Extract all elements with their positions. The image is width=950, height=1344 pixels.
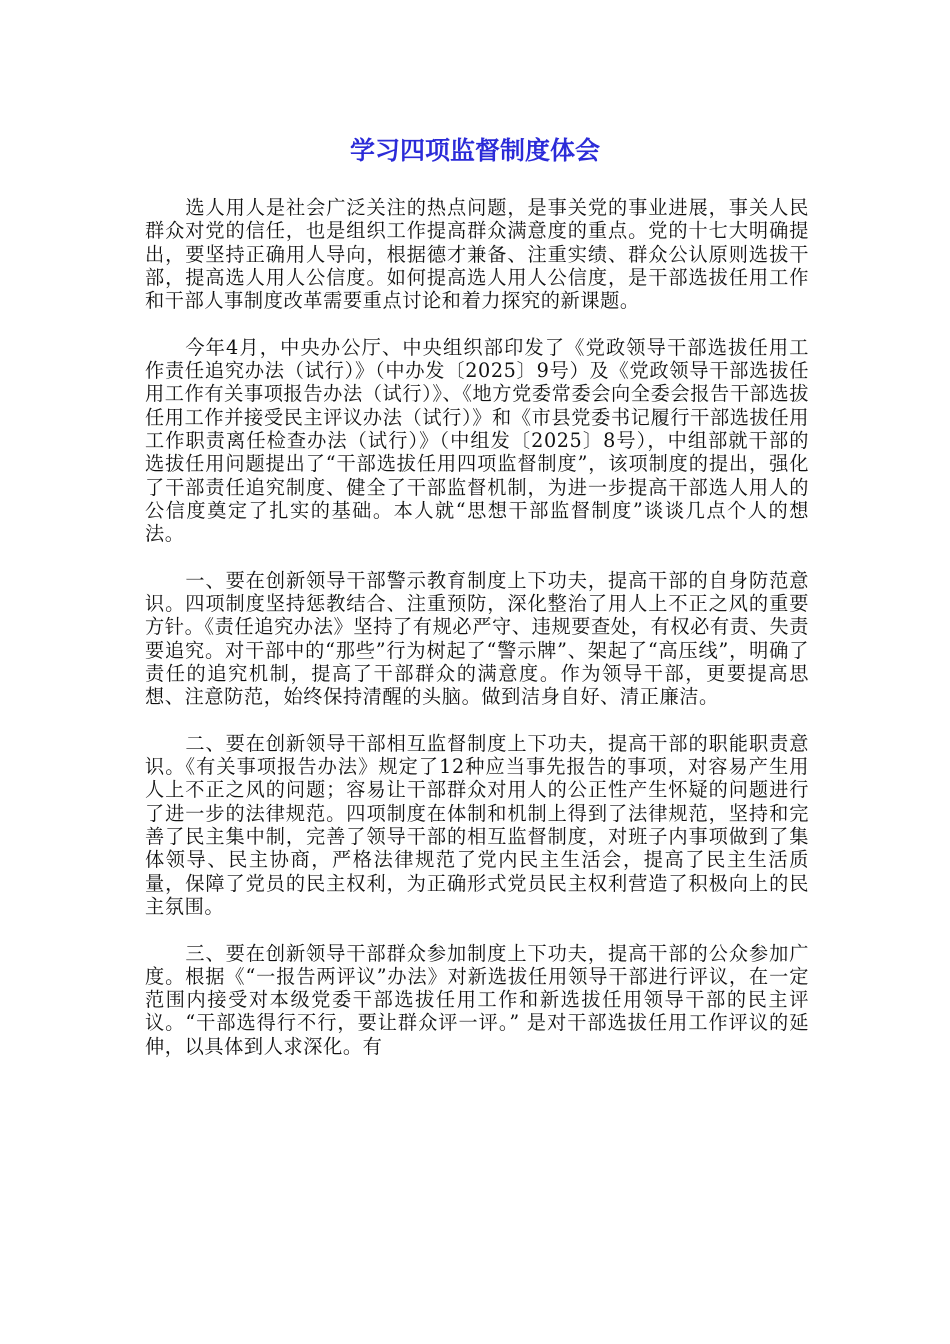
paragraph-3: 一、要在创新领导干部警示教育制度上下功夫，提高干部的自身防范意识。四项制度坚持惩教结合、注重预防，深化整治了用人上不正之风的重要方针。《责任追究办法》坚持了有规必严守、违规要查处，有权必有责、失责要追究。对干部中的“那些”行为树起了“警示牌”、架起了“高压线”，明确了责任的追究机制，提高了干部群众的满意度。作为领导干部，更要提高思想、注意防范，始终保持清醒的头脑。做到洁身自好、清正廉洁。 [145, 568, 809, 709]
paragraph-1: 选人用人是社会广泛关注的热点问题，是事关党的事业进展，事关人民群众对党的信任，也是组织工作提高群众满意度的重点。党的十七大明确提出，要坚持正确用人导向，根据德才兼备、注重实绩、群众公认原则选拔干部，提高选人用人公信度。如何提高选人用人公信度，是干部选拔任用工作和干部人事制度改革需要重点讨论和着力探究的新课题。 [145, 196, 809, 313]
paragraph-5: 三、要在创新领导干部群众参加制度上下功夫，提高干部的公众参加广度。根据《“一报告两评议”办法》对新选拔任用领导干部进行评议，在一定范围内接受对本级党委干部选拔任用工作和新选拔任用领导干部的民主评议。“干部选得行不行，要让群众评一评。” 是对干部选拔任用工作评议的延伸，以具体到人求深化。有 [145, 941, 809, 1058]
document-title: 学习四项监督制度体会 [349, 136, 600, 165]
document-body [145, 196, 809, 1081]
paragraph-2: 今年4月，中央办公厅、中央组织部印发了《党政领导干部选拔任用工作责任追究办法（试行）》（中办发〔2025〕9号）及《党政领导干部选拔任用工作有关事项报告办法（试行）》、《地方党委常委会向全委会报告干部选拔任用工作并接受民主评议办法（试行）》和《市县党委书记履行干部选拔任用工作职责离任检查办法（试行）》（中组发〔2025〕8号），中组部就干部的选拔任用问题提出了“干部选拔任用四项监督制度”，该项制度的提出，强化了干部责任追究制度、健全了干部监督机制，为进一步提高干部选人用人的公信度奠定了扎实的基础。本人就“思想干部监督制度”谈谈几点个人的想法。 [145, 335, 809, 546]
paragraph-4: 二、要在创新领导干部相互监督制度上下功夫，提高干部的职能职责意识。《有关事项报告办法》规定了12种应当事先报告的事项，对容易产生用人上不正之风的问题；容易让干部群众对用人的公正性产生怀疑的问题进行了进一步的法律规范。四项制度在体制和机制上得到了法律规范，坚持和完善了民主集中制，完善了领导干部的相互监督制度，对班子内事项做到了集体领导、民主协商，严格法律规范了党内民主生活会，提高了民主生活质量，保障了党员的民主权利，为正确形式党员民主权利营造了积极向上的民主氛围。 [145, 731, 809, 918]
